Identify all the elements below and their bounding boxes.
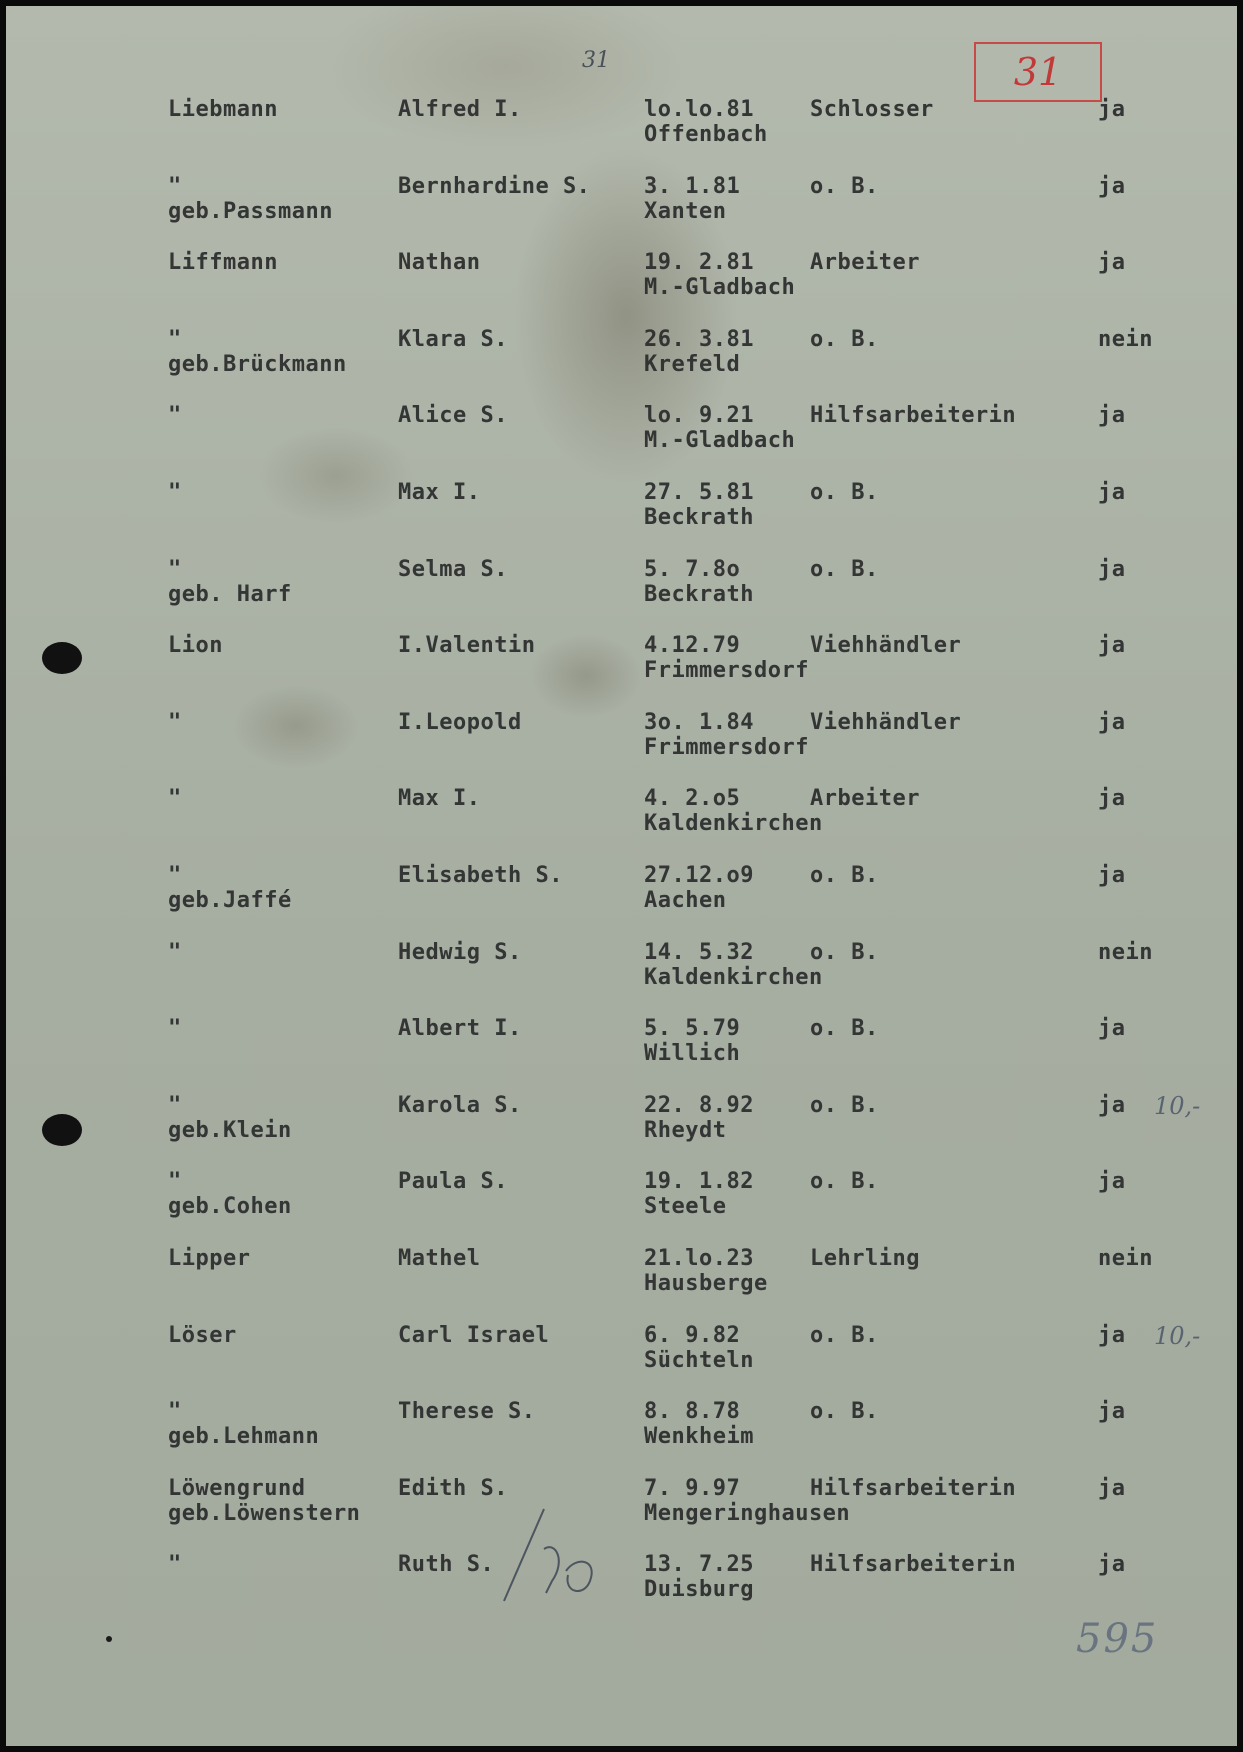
- entry-date: 13. 7.25: [644, 1552, 754, 1577]
- register-entry: [6, 711, 1237, 771]
- entry-date: lo. 9.21: [644, 403, 754, 428]
- entry-place: Aachen: [644, 888, 727, 913]
- entry-place: Offenbach: [644, 122, 768, 147]
- entry-date: 19. 1.82: [644, 1169, 754, 1194]
- entry-flag: ja: [1098, 97, 1126, 122]
- entry-given: Elisabeth S.: [398, 863, 563, 888]
- entry-birthname: geb. Harf: [168, 582, 292, 607]
- entry-surname: Liebmann: [168, 97, 278, 122]
- entry-given: Nathan: [398, 250, 481, 275]
- entry-surname: ": [168, 1552, 182, 1577]
- entry-surname: ": [168, 1399, 182, 1424]
- page-number: 595: [1076, 1616, 1159, 1662]
- entry-occupation: o. B.: [810, 480, 879, 505]
- entry-occupation: Hilfsarbeiterin: [810, 1552, 1017, 1577]
- entry-occupation: Hilfsarbeiterin: [810, 1476, 1017, 1501]
- entry-place: Mengeringhausen: [644, 1501, 851, 1526]
- entry-flag: ja: [1098, 480, 1126, 505]
- register-entry: [6, 941, 1237, 1001]
- entry-surname: ": [168, 403, 182, 428]
- entry-surname: Löser: [168, 1323, 237, 1348]
- entry-occupation: Viehhändler: [810, 710, 962, 735]
- entry-surname: ": [168, 1093, 182, 1118]
- entry-date: 27. 5.81: [644, 480, 754, 505]
- entry-place: Süchteln: [644, 1348, 754, 1373]
- entry-surname: Lipper: [168, 1246, 251, 1271]
- entry-place: Beckrath: [644, 582, 754, 607]
- entry-place: Duisburg: [644, 1577, 754, 1602]
- entry-occupation: o. B.: [810, 557, 879, 582]
- entry-place: Frimmersdorf: [644, 658, 809, 683]
- entry-occupation: Viehhändler: [810, 633, 962, 658]
- entry-date: 14. 5.32: [644, 940, 754, 965]
- entry-occupation: o. B.: [810, 327, 879, 352]
- entry-flag: ja: [1098, 1169, 1126, 1194]
- entry-place: Rheydt: [644, 1118, 727, 1143]
- entry-flag: ja: [1098, 174, 1126, 199]
- entry-flag: nein: [1098, 940, 1153, 965]
- entry-date: 4. 2.o5: [644, 786, 741, 811]
- entry-date: 7. 9.97: [644, 1476, 741, 1501]
- entry-occupation: o. B.: [810, 863, 879, 888]
- entry-surname: ": [168, 863, 182, 888]
- entry-birthname: geb.Jaffé: [168, 888, 292, 913]
- register-entry: [6, 98, 1237, 158]
- register-entry: [6, 1017, 1237, 1077]
- register-entry: [6, 175, 1237, 235]
- entry-surname: ": [168, 557, 182, 582]
- entry-date: 6. 9.82: [644, 1323, 741, 1348]
- entry-surname: ": [168, 1169, 182, 1194]
- entry-surname: ": [168, 480, 182, 505]
- register-entry: [6, 1247, 1237, 1307]
- entry-birthname: geb.Löwenstern: [168, 1501, 361, 1526]
- entry-surname: ": [168, 786, 182, 811]
- entry-surname: ": [168, 710, 182, 735]
- entry-occupation: o. B.: [810, 940, 879, 965]
- entry-given: Edith S.: [398, 1476, 508, 1501]
- entry-date: 22. 8.92: [644, 1093, 754, 1118]
- entry-flag: ja: [1098, 1476, 1126, 1501]
- entry-surname: Liffmann: [168, 250, 278, 275]
- entry-date: 5. 5.79: [644, 1016, 741, 1041]
- entry-given: Bernhardine S.: [398, 174, 591, 199]
- entry-date: 27.12.o9: [644, 863, 754, 888]
- entry-place: Beckrath: [644, 505, 754, 530]
- document-sheet: [6, 6, 1237, 1746]
- page-stamp: [974, 42, 1102, 102]
- entry-date: 26. 3.81: [644, 327, 754, 352]
- entry-place: Hausberge: [644, 1271, 768, 1296]
- entry-flag: ja: [1098, 710, 1126, 735]
- entry-flag: ja: [1098, 250, 1126, 275]
- entry-flag: ja: [1098, 1552, 1126, 1577]
- entry-surname: ": [168, 1016, 182, 1041]
- entry-surname: ": [168, 174, 182, 199]
- entry-amount: 10,-: [1154, 1322, 1201, 1350]
- entry-given: Therese S.: [398, 1399, 536, 1424]
- entry-place: Frimmersdorf: [644, 735, 809, 760]
- entry-surname: ": [168, 327, 182, 352]
- entry-flag: ja: [1098, 1399, 1126, 1424]
- entry-place: Xanten: [644, 199, 727, 224]
- entry-flag: ja: [1098, 403, 1126, 428]
- entry-surname: Löwengrund: [168, 1476, 306, 1501]
- register-entry: [6, 558, 1237, 618]
- entry-given: Alfred I.: [398, 97, 522, 122]
- entry-date: 8. 8.78: [644, 1399, 741, 1424]
- entry-occupation: o. B.: [810, 1016, 879, 1041]
- entry-occupation: Arbeiter: [810, 786, 920, 811]
- entry-given: Klara S.: [398, 327, 508, 352]
- register-entry: [6, 1170, 1237, 1230]
- entry-flag: nein: [1098, 327, 1153, 352]
- pencil-tally-mark: [486, 1501, 626, 1616]
- register-entry: [6, 328, 1237, 388]
- entry-place: Wenkheim: [644, 1424, 754, 1449]
- register-entry: [6, 1094, 1237, 1154]
- entry-place: Krefeld: [644, 352, 741, 377]
- entry-date: 3o. 1.84: [644, 710, 754, 735]
- entry-date: 21.lo.23: [644, 1246, 754, 1271]
- entry-given: Hedwig S.: [398, 940, 522, 965]
- entry-occupation: o. B.: [810, 1169, 879, 1194]
- entry-flag: ja: [1098, 1323, 1126, 1348]
- entry-surname: ": [168, 940, 182, 965]
- entry-given: Albert I.: [398, 1016, 522, 1041]
- entry-place: Kaldenkirchen: [644, 965, 823, 990]
- entry-occupation: Lehrling: [810, 1246, 920, 1271]
- register-entry: [6, 787, 1237, 847]
- entry-flag: nein: [1098, 1246, 1153, 1271]
- register-entry: [6, 251, 1237, 311]
- register-entry: [6, 404, 1237, 464]
- entry-surname: Lion: [168, 633, 223, 658]
- entry-occupation: Arbeiter: [810, 250, 920, 275]
- entry-place: Steele: [644, 1194, 727, 1219]
- entry-occupation: Hilfsarbeiterin: [810, 403, 1017, 428]
- entry-given: Paula S.: [398, 1169, 508, 1194]
- entry-given: Carl Israel: [398, 1323, 550, 1348]
- register-entry: [6, 864, 1237, 924]
- stamp-number: 31: [1013, 50, 1063, 94]
- entry-place: M.-Gladbach: [644, 428, 796, 453]
- entry-amount: 10,-: [1154, 1092, 1201, 1120]
- entry-occupation: o. B.: [810, 174, 879, 199]
- entry-date: 19. 2.81: [644, 250, 754, 275]
- entry-given: Alice S.: [398, 403, 508, 428]
- entry-birthname: geb.Cohen: [168, 1194, 292, 1219]
- register-entry: [6, 1400, 1237, 1460]
- entry-date: 3. 1.81: [644, 174, 741, 199]
- entry-birthname: geb.Passmann: [168, 199, 333, 224]
- entry-place: Willich: [644, 1041, 741, 1066]
- pencil-tally-drawing: [486, 1501, 626, 1611]
- entry-given: Selma S.: [398, 557, 508, 582]
- entry-given: Max I.: [398, 480, 481, 505]
- entry-flag: ja: [1098, 557, 1126, 582]
- register-entry: [6, 1324, 1237, 1384]
- entry-given: Karola S.: [398, 1093, 522, 1118]
- pencil-folio-number: 31: [582, 48, 610, 73]
- entry-flag: ja: [1098, 786, 1126, 811]
- entry-occupation: o. B.: [810, 1399, 879, 1424]
- entry-occupation: Schlosser: [810, 97, 934, 122]
- entry-given: I.Valentin: [398, 633, 536, 658]
- register-entry: [6, 634, 1237, 694]
- entry-occupation: o. B.: [810, 1093, 879, 1118]
- entry-given: Ruth S.: [398, 1552, 495, 1577]
- entry-birthname: geb.Lehmann: [168, 1424, 320, 1449]
- entry-date: 4.12.79: [644, 633, 741, 658]
- entry-date: lo.lo.81: [644, 97, 754, 122]
- entry-given: I.Leopold: [398, 710, 522, 735]
- entry-birthname: geb.Brückmann: [168, 352, 347, 377]
- ink-dot: [106, 1636, 112, 1642]
- entry-place: Kaldenkirchen: [644, 811, 823, 836]
- entry-given: Mathel: [398, 1246, 481, 1271]
- entry-flag: ja: [1098, 1016, 1126, 1041]
- register-entry: [6, 481, 1237, 541]
- entry-date: 5. 7.8o: [644, 557, 741, 582]
- entry-place: M.-Gladbach: [644, 275, 796, 300]
- entry-occupation: o. B.: [810, 1323, 879, 1348]
- entry-birthname: geb.Klein: [168, 1118, 292, 1143]
- entry-flag: ja: [1098, 633, 1126, 658]
- entry-given: Max I.: [398, 786, 481, 811]
- entry-flag: ja: [1098, 1093, 1126, 1118]
- entry-flag: ja: [1098, 863, 1126, 888]
